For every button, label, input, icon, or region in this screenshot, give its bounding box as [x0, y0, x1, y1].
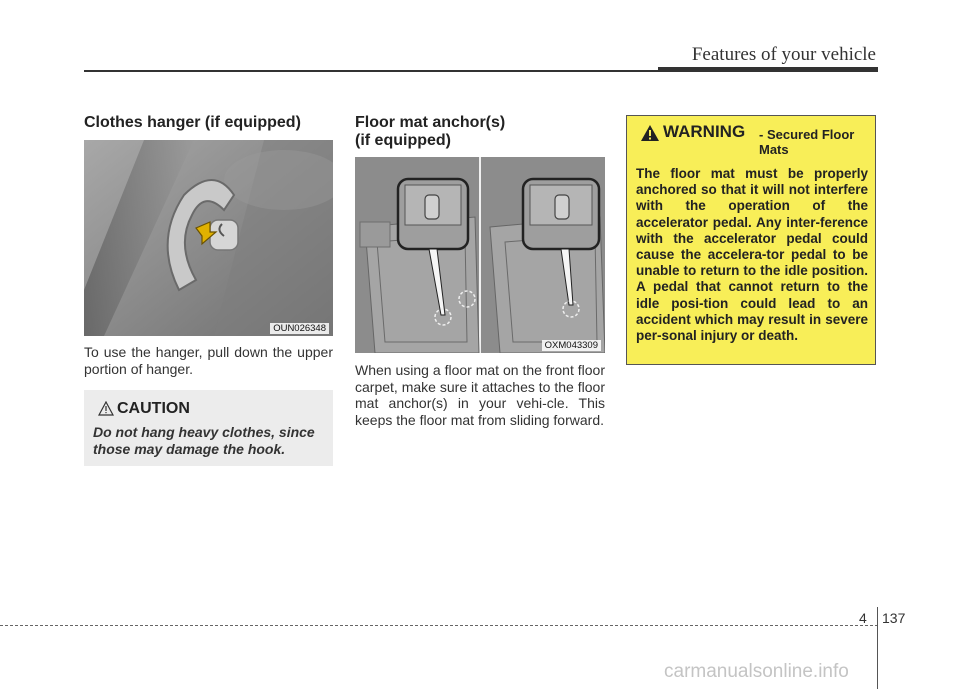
caution-title: CAUTION — [117, 400, 190, 417]
footer-divider — [877, 607, 878, 689]
clothes-hanger-image-code: OUN026348 — [270, 323, 329, 334]
header-rule-accent — [658, 67, 878, 72]
footer-rule — [0, 625, 878, 626]
clothes-hanger-illustration — [84, 140, 333, 336]
floor-mat-photo — [355, 157, 605, 353]
caution-box — [84, 390, 333, 466]
floor-mat-illustration — [355, 157, 605, 353]
warning-box — [626, 115, 876, 365]
clothes-hanger-heading: Clothes hanger (if equipped) — [84, 114, 301, 131]
watermark: carmanualsonline.info — [664, 661, 849, 682]
floor-mat-body-text: When using a floor mat on the front floor carpet, make sure it attaches to the floor mat anchor(s) in your vehi-cle. This keeps the floor mat from sliding forward. — [355, 362, 605, 428]
floor-mat-heading — [355, 114, 605, 150]
caution-triangle-icon — [98, 401, 114, 416]
clothes-hanger-photo — [84, 140, 333, 336]
chapter-number: 4 — [859, 610, 867, 626]
page-header-title: Features of your vehicle — [691, 44, 876, 65]
clothes-hanger-body-text: To use the hanger, pull down the upper portion of hanger. — [84, 344, 333, 377]
floor-mat-image-code: OXM043309 — [542, 340, 601, 351]
warning-text: The floor mat must be properly anchored so that it will not interfere with the operation of the accelerator pedal. Any inter-ference with the accelerator pedal could cause the accelera-tor pedal to be unable to return to the idle position. A pedal that cannot return to the idle posi-tion could lead to an accident which may result in severe per-sonal injury or death. — [636, 166, 868, 344]
floor-mat-heading-line2: (if equipped) — [355, 132, 451, 149]
page-number: 137 — [882, 610, 906, 626]
caution-text: Do not hang heavy clothes, since those may damage the hook. — [93, 424, 315, 457]
warning-triangle-icon — [640, 124, 660, 142]
warning-subtitle: - Secured Floor Mats — [759, 127, 855, 157]
warning-title: WARNING — [663, 122, 746, 141]
floor-mat-heading-line1: Floor mat anchor(s) — [355, 114, 506, 131]
